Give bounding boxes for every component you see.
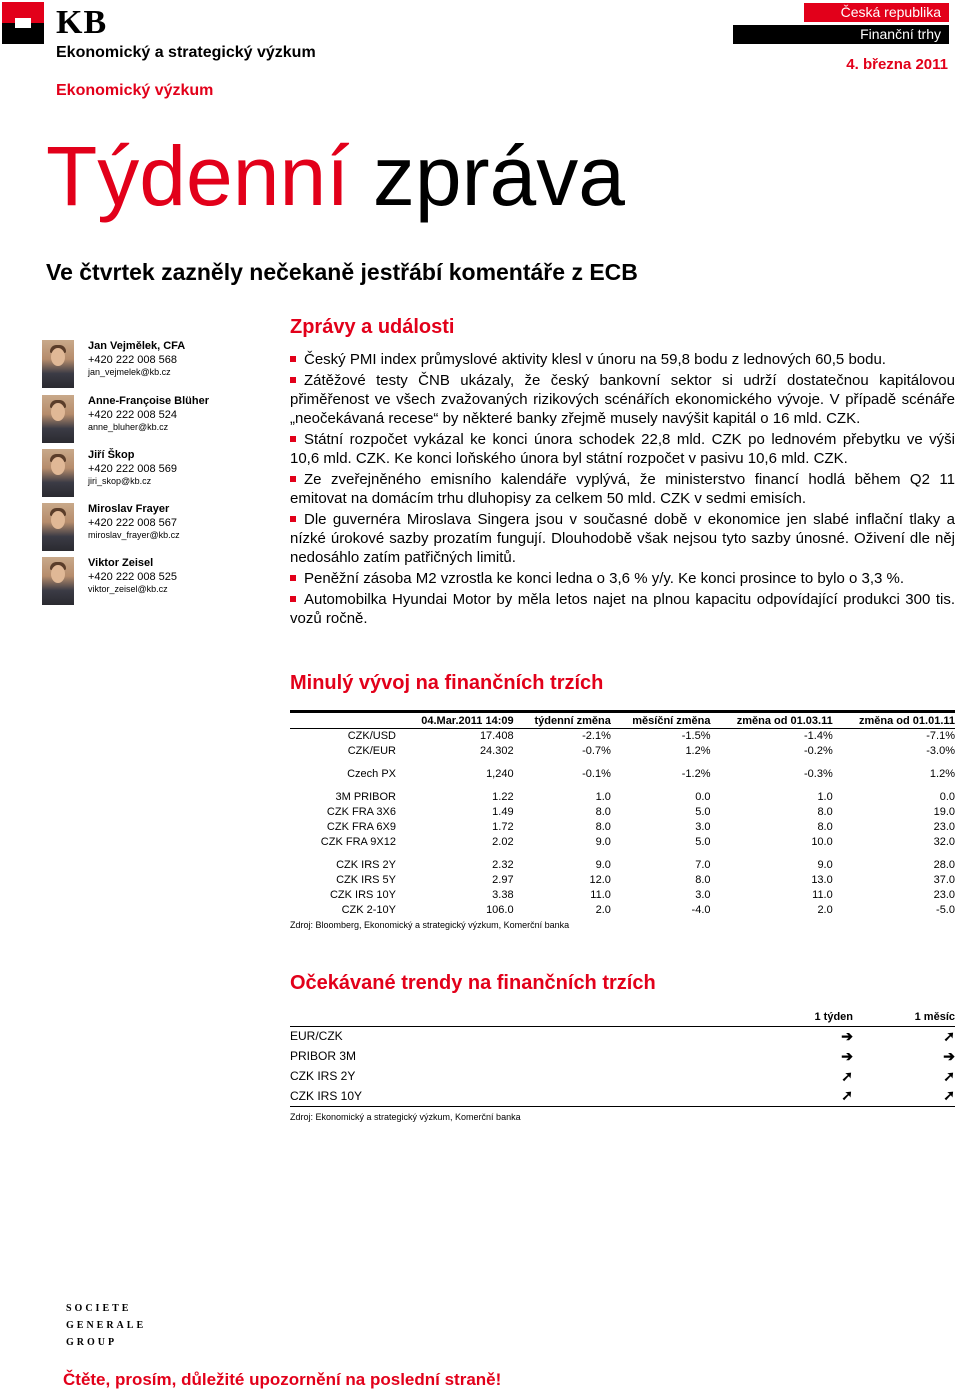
markets-cell: 9.0	[817, 858, 833, 871]
trends-header-row	[290, 1008, 955, 1026]
markets-cell: 24.302	[479, 744, 514, 757]
analyst-photo-face	[51, 403, 65, 421]
markets-source: Zdroj: Bloomberg, Ekonomický a strategický výzkum, Komerční banka	[290, 920, 570, 930]
trend-month-arrow-icon: ➚	[943, 1067, 955, 1084]
markets-cell: 2.0	[817, 903, 833, 916]
markets-cell: 1.2%	[685, 744, 711, 757]
analyst-email[interactable]: jiri_skop@kb.cz	[88, 476, 152, 486]
markets-row-label: CZK FRA 3X6	[326, 805, 396, 818]
analyst-phone: +420 222 008 525	[88, 571, 178, 583]
trends-row-label: CZK IRS 2Y	[290, 1069, 356, 1083]
markets-cell: 1.0	[817, 790, 833, 803]
markets-cell: -0.1%	[582, 767, 611, 780]
markets-gap-cell	[290, 850, 955, 858]
news-item	[290, 470, 955, 508]
analyst-name: Jiří Škop	[88, 449, 135, 461]
analyst-card	[42, 557, 262, 607]
analyst-name: Miroslav Frayer	[88, 503, 170, 515]
disclaimer-link[interactable]: Čtěte, prosím, důležité upozornění na poslední straně!	[63, 1370, 502, 1389]
news-item	[290, 430, 955, 468]
analyst-name: Jan Vejmělek, CFA	[88, 340, 186, 352]
markets-cell: 3.0	[695, 888, 711, 901]
news-item-text: Český PMI index průmyslové aktivity klesl v únoru na 59,8 bodu z lednových 60,5 bodu.	[304, 351, 886, 368]
markets-cell: 1.2%	[929, 767, 955, 780]
kb-logo-mark	[2, 2, 44, 44]
markets-column-header: týdenní změna	[514, 710, 611, 728]
trends-section-title: Očekávané trendy na finančních trzích	[290, 972, 656, 994]
analyst-email[interactable]: anne_bluher@kb.cz	[88, 422, 169, 432]
markets-cell: 2.32	[492, 858, 514, 871]
markets-row	[290, 805, 955, 820]
markets-cell: 13.0	[811, 873, 833, 886]
trends-row-label: EUR/CZK	[290, 1029, 343, 1044]
analyst-name: Anne-Françoise Blüher	[88, 395, 210, 407]
markets-cell: 7.0	[695, 858, 711, 871]
analyst-phone: +420 222 008 568	[88, 354, 178, 366]
markets-cell: 11.0	[812, 888, 833, 901]
markets-gap-row	[290, 782, 955, 790]
markets-header-blank	[290, 710, 396, 728]
markets-cell: 8.0	[817, 805, 833, 818]
country-label: Česká republika	[804, 3, 949, 22]
markets-cell: 8.0	[595, 820, 611, 833]
report-title	[46, 128, 625, 224]
trend-week-arrow-icon: ➚	[605, 1086, 853, 1106]
markets-row-label: CZK FRA 6X9	[326, 820, 396, 833]
analyst-card	[42, 503, 262, 553]
markets-cell: -1.2%	[681, 767, 711, 780]
bullet-icon	[290, 377, 296, 383]
markets-cell: -0.2%	[803, 744, 833, 757]
markets-cell: 32.0	[933, 835, 955, 848]
markets-row	[290, 790, 955, 805]
markets-gap-cell	[290, 759, 955, 767]
news-section-title: Zprávy a události	[290, 316, 455, 338]
analyst-photo-face	[51, 457, 65, 475]
analyst-phone: +420 222 008 524	[88, 409, 178, 421]
analyst-photo	[42, 395, 74, 443]
markets-cell: 3.0	[695, 820, 711, 833]
trends-row	[290, 1066, 955, 1086]
markets-cell: 5.0	[695, 805, 711, 818]
markets-table	[290, 710, 955, 918]
analyst-card	[42, 395, 262, 445]
markets-cell: 12.0	[589, 873, 611, 886]
analyst-photo-face	[51, 565, 65, 583]
markets-row	[290, 903, 955, 918]
analyst-card	[42, 449, 262, 499]
analyst-phone: +420 222 008 567	[88, 517, 178, 529]
markets-cell: 8.0	[695, 873, 711, 886]
trend-week-arrow-icon: ➔	[841, 1047, 853, 1064]
markets-cell: 28.0	[933, 858, 955, 871]
trends-column-header: 1 měsíc	[853, 1008, 955, 1026]
markets-row-label: CZK 2-10Y	[341, 903, 396, 916]
markets-column-header: změna od 01.01.11	[833, 710, 955, 728]
trend-month-arrow-icon: ➚	[943, 1027, 955, 1044]
markets-cell: 0.0	[939, 790, 955, 803]
markets-cell: 9.0	[595, 858, 611, 871]
news-item	[290, 590, 955, 628]
markets-row-label: CZK IRS 5Y	[336, 873, 396, 886]
markets-cell: 2.0	[595, 903, 611, 916]
markets-cell: 106.0	[486, 903, 514, 916]
markets-row	[290, 728, 955, 744]
kb-logo-text: KB	[56, 4, 108, 41]
markets-row	[290, 888, 955, 903]
news-item-text: Automobilka Hyundai Motor by měla letos najet na plnou kapacitu odpovídající produkci 300 tis. vozů ročně.	[290, 591, 955, 627]
news-list	[290, 350, 955, 630]
markets-gap-cell	[290, 782, 955, 790]
trends-source: Zdroj: Ekonomický a strategický výzkum, Komerční banka	[290, 1112, 521, 1122]
markets-cell: -5.0	[936, 903, 955, 916]
section-label: Finanční trhy	[733, 25, 949, 44]
news-item	[290, 371, 955, 428]
markets-cell: 1.72	[492, 820, 514, 833]
markets-cell: 10.0	[811, 835, 833, 848]
markets-cell: 1.49	[492, 805, 514, 818]
markets-cell: 1,240	[486, 767, 514, 780]
societe-generale-logo	[66, 1300, 146, 1351]
markets-cell: 8.0	[595, 805, 611, 818]
markets-cell: 2.02	[492, 835, 514, 848]
report-title-part1: Týdenní	[46, 129, 350, 223]
markets-cell: 8.0	[817, 820, 833, 833]
markets-cell: 1.22	[492, 790, 514, 803]
markets-gap-row	[290, 850, 955, 858]
analyst-photo	[42, 503, 74, 551]
sg-logo-line: GROUP	[66, 1337, 118, 1348]
markets-cell: -7.1%	[926, 729, 955, 742]
markets-header-row	[290, 710, 955, 728]
bullet-icon	[290, 516, 296, 522]
department-name: Ekonomický a strategický výzkum	[56, 44, 316, 61]
analyst-photo	[42, 449, 74, 497]
markets-cell: 17.408	[479, 729, 514, 742]
markets-row	[290, 835, 955, 850]
trends-row	[290, 1046, 955, 1066]
markets-cell: -1.5%	[681, 729, 711, 742]
markets-row	[290, 744, 955, 759]
markets-cell: -1.4%	[803, 729, 833, 742]
markets-section-title: Minulý vývoj na finančních trzích	[290, 672, 604, 694]
trend-month-arrow-icon: ➔	[943, 1047, 955, 1064]
markets-cell: 23.0	[933, 820, 955, 833]
trends-table	[290, 1008, 955, 1107]
analyst-email[interactable]: viktor_zeisel@kb.cz	[88, 584, 168, 594]
markets-row-label: CZK FRA 9X12	[320, 835, 396, 848]
markets-cell: -0.3%	[803, 767, 833, 780]
trend-week-arrow-icon: ➔	[841, 1027, 853, 1044]
analyst-name: Viktor Zeisel	[88, 557, 154, 569]
trend-week-arrow-icon: ➚	[841, 1067, 853, 1084]
markets-cell: 19.0	[933, 805, 955, 818]
bullet-icon	[290, 476, 296, 482]
markets-cell: 2.97	[492, 873, 514, 886]
markets-cell: -2.1%	[582, 729, 611, 742]
markets-cell: 3.38	[492, 888, 514, 901]
markets-column-header: 04.Mar.2011 14:09	[396, 710, 514, 728]
news-item	[290, 350, 955, 369]
trends-header-blank	[290, 1008, 605, 1026]
news-item	[290, 510, 955, 567]
markets-column-header: měsíční změna	[611, 710, 711, 728]
markets-cell: 37.0	[933, 873, 955, 886]
markets-cell: -0.7%	[582, 744, 611, 757]
bullet-icon	[290, 356, 296, 362]
trend-month-arrow-icon: ➚	[853, 1086, 955, 1106]
report-date: 4. března 2011	[846, 56, 948, 73]
trends-row-label: CZK IRS 10Y	[290, 1086, 605, 1106]
markets-cell: 0.0	[695, 790, 711, 803]
bullet-icon	[290, 596, 296, 602]
trends-column-header: 1 týden	[605, 1008, 853, 1026]
markets-row	[290, 820, 955, 835]
subdepartment-name: Ekonomický výzkum	[56, 82, 214, 99]
analyst-phone: +420 222 008 569	[88, 463, 178, 475]
bullet-icon	[290, 575, 296, 581]
markets-row	[290, 858, 955, 873]
analyst-photo-face	[51, 511, 65, 529]
report-title-part2: zpráva	[349, 129, 625, 223]
markets-cell: 5.0	[695, 835, 711, 848]
analyst-photo	[42, 557, 74, 605]
markets-cell: 9.0	[595, 835, 611, 848]
headline: Ve čtvrtek zazněly nečekaně jestřábí komentáře z ECB	[46, 259, 638, 285]
markets-row	[290, 767, 955, 782]
trends-row	[290, 1026, 955, 1046]
news-item-text: Dle guvernéra Miroslava Singera jsou v současné době v ekonomice jen slabé inflační tlaky a nízké úrokové sazby prozatím fungují. Dlouhodobě však nejsou tyto sazby únosné. Oživení dle něj nedosáhlo zatím patřičných limitů.	[290, 511, 955, 566]
bullet-icon	[290, 436, 296, 442]
markets-row	[290, 873, 955, 888]
trends-row-label: PRIBOR 3M	[290, 1049, 357, 1063]
markets-column-header: změna od 01.03.11	[711, 710, 833, 728]
sg-logo-line: GENERALE	[66, 1320, 147, 1331]
analyst-photo-face	[51, 348, 65, 366]
markets-row-label: CZK IRS 10Y	[329, 888, 396, 901]
markets-row-label: 3M PRIBOR	[335, 790, 396, 803]
markets-row-label: CZK IRS 2Y	[336, 858, 396, 871]
analyst-email[interactable]: jan_vejmelek@kb.cz	[88, 367, 171, 377]
markets-row-label: Czech PX	[347, 767, 396, 780]
news-item-text: Ze zveřejněného emisního kalendáře vyplývá, že ministerstvo financí hodlá během Q2 11 emitovat na domácím trhu dluhopisy za celkem 50 mld. CZK v sedmi emisích.	[290, 471, 955, 507]
sg-logo-line: SOCIETE	[66, 1303, 132, 1314]
news-item-text: Státní rozpočet vykázal ke konci února schodek 22,8 mld. CZK po lednovém přebytku ve výši 10,6 mld. CZK. Ke konci loňského února byl státní rozpočet v pasivu 10,6 mld. CZK.	[290, 431, 955, 467]
markets-cell: -4.0	[691, 903, 711, 916]
markets-cell: 1.0	[595, 790, 611, 803]
markets-row-label: CZK/EUR	[347, 744, 396, 757]
trends-row	[290, 1086, 955, 1106]
news-item-text: Peněžní zásoba M2 vzrostla ke konci ledna o 3,6 % y/y. Ke konci prosince to bylo o 3,3 %.	[304, 570, 905, 587]
markets-cell: 23.0	[933, 888, 955, 901]
news-item-text: Zátěžové testy ČNB ukázaly, že český bankovní sektor si udrží dostatečnou kapitálovou přiměřenost ve všech zvažovaných rizikových scénářích ekonomického vývoje. V případě scénáře „neočekávaná recese“ by některé banky zřejmě musely navýšit kapitál o 16 mld. CZK.	[290, 372, 955, 427]
markets-gap-row	[290, 759, 955, 767]
news-item	[290, 569, 955, 588]
markets-row-label: CZK/USD	[347, 729, 396, 742]
markets-cell: 11.0	[590, 888, 611, 901]
analyst-card	[42, 340, 262, 390]
markets-cell: -3.0%	[926, 744, 955, 757]
analyst-email[interactable]: miroslav_frayer@kb.cz	[88, 530, 180, 540]
analyst-photo	[42, 340, 74, 388]
